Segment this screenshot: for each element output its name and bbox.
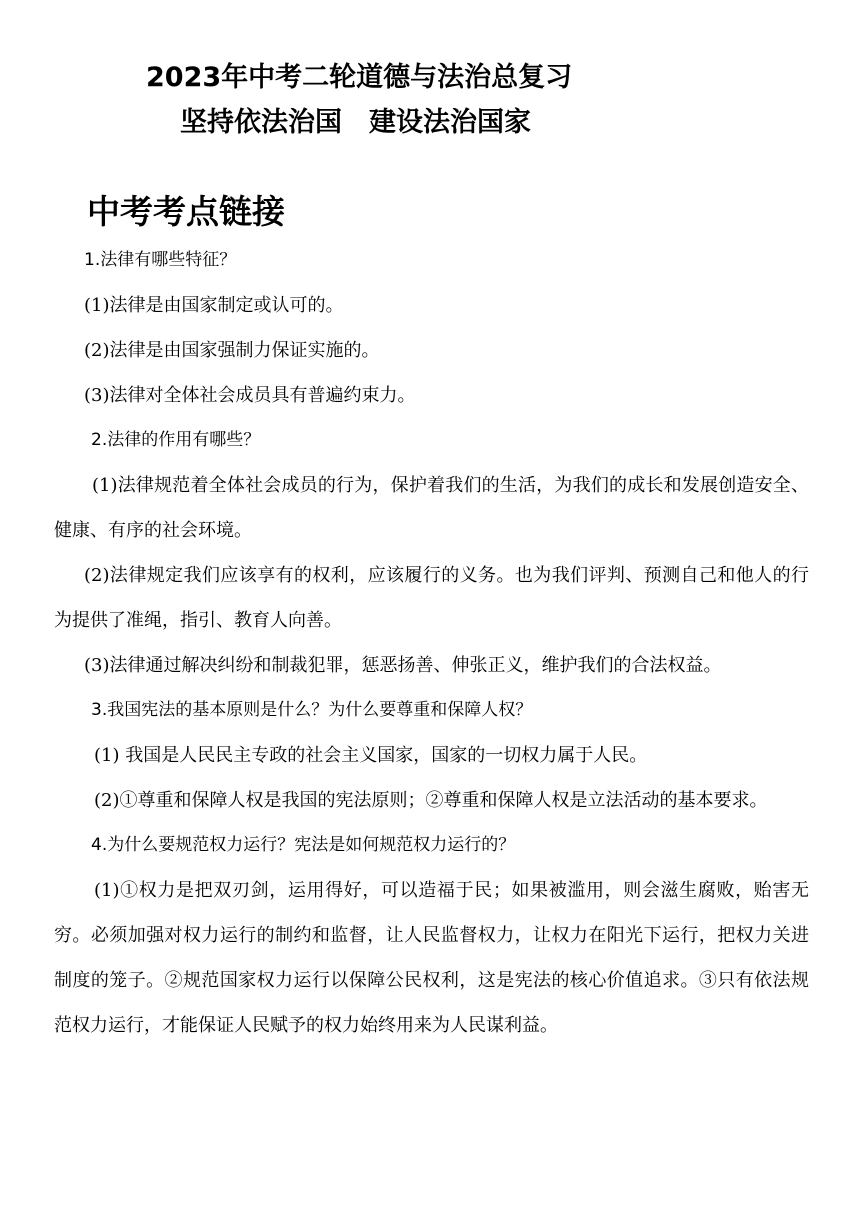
section-heading: 中考考点链接	[87, 192, 285, 231]
document-title-line-1: 2023年中考二轮道德与法治总复习	[146, 62, 573, 93]
answer-2-3: (3)法律通过解决纠纷和制裁犯罪，惩恶扬善、伸张正义，维护我们的合法权益。	[84, 655, 722, 676]
content-body	[54, 238, 809, 1048]
answer-2-1: (1)法律规范着全体社会成员的行为，保护着我们的生活，为我们的成长和发展创造安全、健康、有序的社会环境。	[54, 475, 809, 541]
question-4: 4.为什么要规范权力运行？宪法是如何规范权力运行的？	[91, 835, 516, 855]
answer-3-1: (1) 我国是人民民主专政的社会主义国家，国家的一切权力属于人民。	[94, 745, 648, 766]
answer-1-2: (2)法律是由国家强制力保证实施的。	[84, 340, 380, 361]
answer-4-1: (1)①权力是把双刃剑，运用得好，可以造福于民；如果被滥用，则会滋生腐败，贻害无穷。必须加强对权力运行的制约和监督，让人民监督权力，让权力在阳光下运行，把权力关进制度的笼子。②规范国家权力运行以保障公民权利，这是宪法的核心价值追求。③只有依法规范权力运行，才能保证人民赋予的权力始终用来为人民谋利益。	[54, 880, 809, 1036]
answer-2-2: (2)法律规定我们应该享有的权利，应该履行的义务。也为我们评判、预测自己和他人的行为提供了准绳，指引、教育人向善。	[54, 565, 809, 631]
answer-3-2: (2)①尊重和保障人权是我国的宪法原则；②尊重和保障人权是立法活动的基本要求。	[94, 790, 768, 811]
question-2: 2.法律的作用有哪些？	[91, 430, 261, 450]
answer-1-1: (1)法律是由国家制定或认可的。	[84, 295, 344, 316]
document-title-line-2: 坚持依法治国 建设法治国家	[180, 107, 531, 138]
question-3: 3.我国宪法的基本原则是什么？为什么要尊重和保障人权？	[91, 700, 533, 720]
answer-1-3: (3)法律对全体社会成员具有普遍约束力。	[84, 385, 416, 406]
question-1: 1.法律有哪些特征？	[84, 250, 237, 270]
